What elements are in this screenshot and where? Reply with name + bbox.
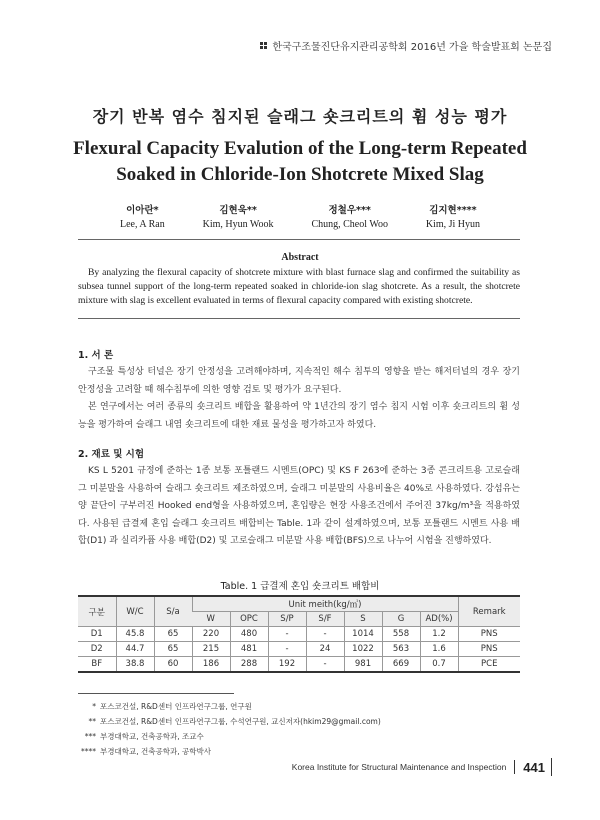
author-3 [311,204,388,232]
footnote-text: 포스코건설, R&D센터 인프라연구그룹, 수석연구원, 교신저자(hkim29@gmail.com) [100,717,381,726]
header-s: S [344,612,382,627]
table-cell: D1 [78,627,116,642]
header-sp: S/P [268,612,306,627]
footnotes [78,699,381,759]
author-name-ko: 정철우*** [328,205,371,216]
footnote [78,699,381,714]
divider [78,239,520,240]
table-cell: 215 [192,642,230,657]
table-cell: - [268,642,306,657]
table-cell: PNS [458,627,520,642]
footnote-mark: ** [88,717,96,726]
page-footer [292,758,552,776]
header-g: G [382,612,420,627]
author-name-ko: 이아란* [126,205,159,216]
footnote [78,714,381,729]
header-ad: AD(%) [420,612,458,627]
footnote-divider [78,693,234,694]
footnote-text: 포스코건설, R&D센터 인프라연구그룹, 연구원 [100,702,252,711]
footnote [78,744,381,759]
table-cell: 65 [154,627,192,642]
author-name-ko: 김현욱** [219,205,257,216]
footnote [78,729,381,744]
header-sf: S/F [306,612,344,627]
table-cell: 220 [192,627,230,642]
title-english-line1: Flexural Capacity Evalution of the Long-term Repeated [73,138,527,159]
grid-bullet-icon [260,42,268,50]
table-cell: 481 [230,642,268,657]
table-cell: D2 [78,642,116,657]
footnote-mark: **** [81,747,96,756]
author-name-en: Lee, A Ran [120,219,165,230]
footnote-text: 부경대학교, 건축공학과, 조교수 [100,732,204,741]
mix-proportion-table [78,595,520,673]
footnote-mark: *** [84,732,96,741]
section-heading-intro: 1. 서 론 [78,350,114,361]
table-cell: - [306,627,344,642]
divider [78,318,520,319]
abstract-heading: Abstract [281,252,319,263]
header-sa: S/a [154,596,192,627]
footer-divider [514,760,515,774]
running-header [260,38,552,53]
author-2 [203,204,274,232]
table-cell: 669 [382,657,420,673]
footer-organization: Korea Institute for Structural Maintenance and Inspection [291,762,507,772]
section-heading-materials: 2. 재료 및 시험 [78,449,145,460]
footnote-text: 부경대학교, 건축공학과, 공학박사 [100,747,211,756]
materials-paragraph: KS L 5201 규정에 준하는 1종 보통 포틀랜드 시멘트(OPC) 및 KS F 263에 준하는 3종 콘크리트용 고로슬래그 미분말을 사용하여 슬래그 숏크리트 제조하였으며, 슬래그 미분말의 사용비율은 40%로 사용하였다. 강섬유는 양 끝단이 구부러진 Hooked end형을 사용하였으며, 혼입량은 현장 사용조건에서 주어진 37kg/m³을 적용하였다. 사용된 급결제 혼입 슬래그 숏크리트 배합비는 Table. 1과 같이 설계하였으며, 보통 포틀랜드 시멘트 사용 배합(D1) 과 실리카퓸 사용 배합(D2) 및 고로슬래그 미분말 사용 배합(BFS)으로 나누어 시험을 진행하였다. [78,466,520,546]
table-cell: 981 [344,657,382,673]
author-1 [120,204,165,232]
table-cell: 288 [230,657,268,673]
table-cell: 0.7 [420,657,458,673]
table-row [78,657,520,673]
table-cell: - [268,627,306,642]
table-cell: 38.8 [116,657,154,673]
table-cell: 480 [230,627,268,642]
footnote-mark: * [92,702,96,711]
header-text: 한국구조물진단유지관리공학회 2016년 가을 학술발표회 논문집 [272,42,552,53]
page-number: 441 [523,759,545,775]
table-cell: 186 [192,657,230,673]
table-cell: 1.2 [420,627,458,642]
header-w: W [192,612,230,627]
table-cell: 45.8 [116,627,154,642]
header-type: 구분 [78,596,116,627]
header-remark: Remark [458,596,520,627]
table-cell: 1.6 [420,642,458,657]
table-row [78,627,520,642]
header-unit-weight: Unit meith(kg/㎥) [192,596,458,612]
abstract-body: By analyzing the flexural capacity of shotcrete mixture with blast furnace slag and confirmed the suitability as subsea tunnel support of the long-term repeated soaked in chloride-ion slag shotcrete. As a result, the shotcrete mixture with slag is excellent evaluated in terms of flexural capacity compared with existing shotcrete. [78,267,520,306]
author-name-en: Kim, Hyun Wook [202,219,274,230]
table-cell: 563 [382,642,420,657]
table-cell: PCE [458,657,520,673]
table-cell: 65 [154,642,192,657]
table-caption: Table. 1 급결제 혼입 숏크리트 배합비 [220,581,380,592]
title-korean: 장기 반복 염수 침지된 슬래그 숏크리트의 휨 성능 평가 [92,107,508,126]
title-english [0,136,600,188]
author-4 [426,204,480,232]
table-cell: 192 [268,657,306,673]
header-wc: W/C [116,596,154,627]
table-cell: 558 [382,627,420,642]
intro-paragraph-2: 본 연구에서는 여러 종류의 숏크리트 배합을 활용하여 약 1년간의 장기 염수 침지 시험 이후 숏크리트의 휨 성능을 평가하여 슬래그 내염 숏크리트에 대한 재료 물성을 평가하고자 하였다. [78,402,520,430]
table-cell: PNS [458,642,520,657]
table-row [78,642,520,657]
author-name-en: Chung, Cheol Woo [311,219,388,230]
footer-divider [551,758,552,776]
table-cell: - [306,657,344,673]
author-list [120,204,480,232]
table-cell: 1022 [344,642,382,657]
table-cell: BF [78,657,116,673]
table-cell: 1014 [344,627,382,642]
header-opc: OPC [230,612,268,627]
table-cell: 60 [154,657,192,673]
table-cell: 44.7 [116,642,154,657]
author-name-ko: 김지현**** [429,205,477,216]
table-cell: 24 [306,642,344,657]
author-name-en: Kim, Ji Hyun [425,219,480,230]
intro-paragraph-1: 구조물 특성상 터널은 장기 안정성을 고려해야하며, 지속적인 해수 침투의 영향을 받는 해저터널의 경우 장기 안정성을 고려할 때 해수침투에 의한 영향 검토 및 평가가 요구된다. [78,367,520,395]
title-english-line2: Soaked in Chloride-Ion Shotcrete Mixed Slag [116,164,484,185]
